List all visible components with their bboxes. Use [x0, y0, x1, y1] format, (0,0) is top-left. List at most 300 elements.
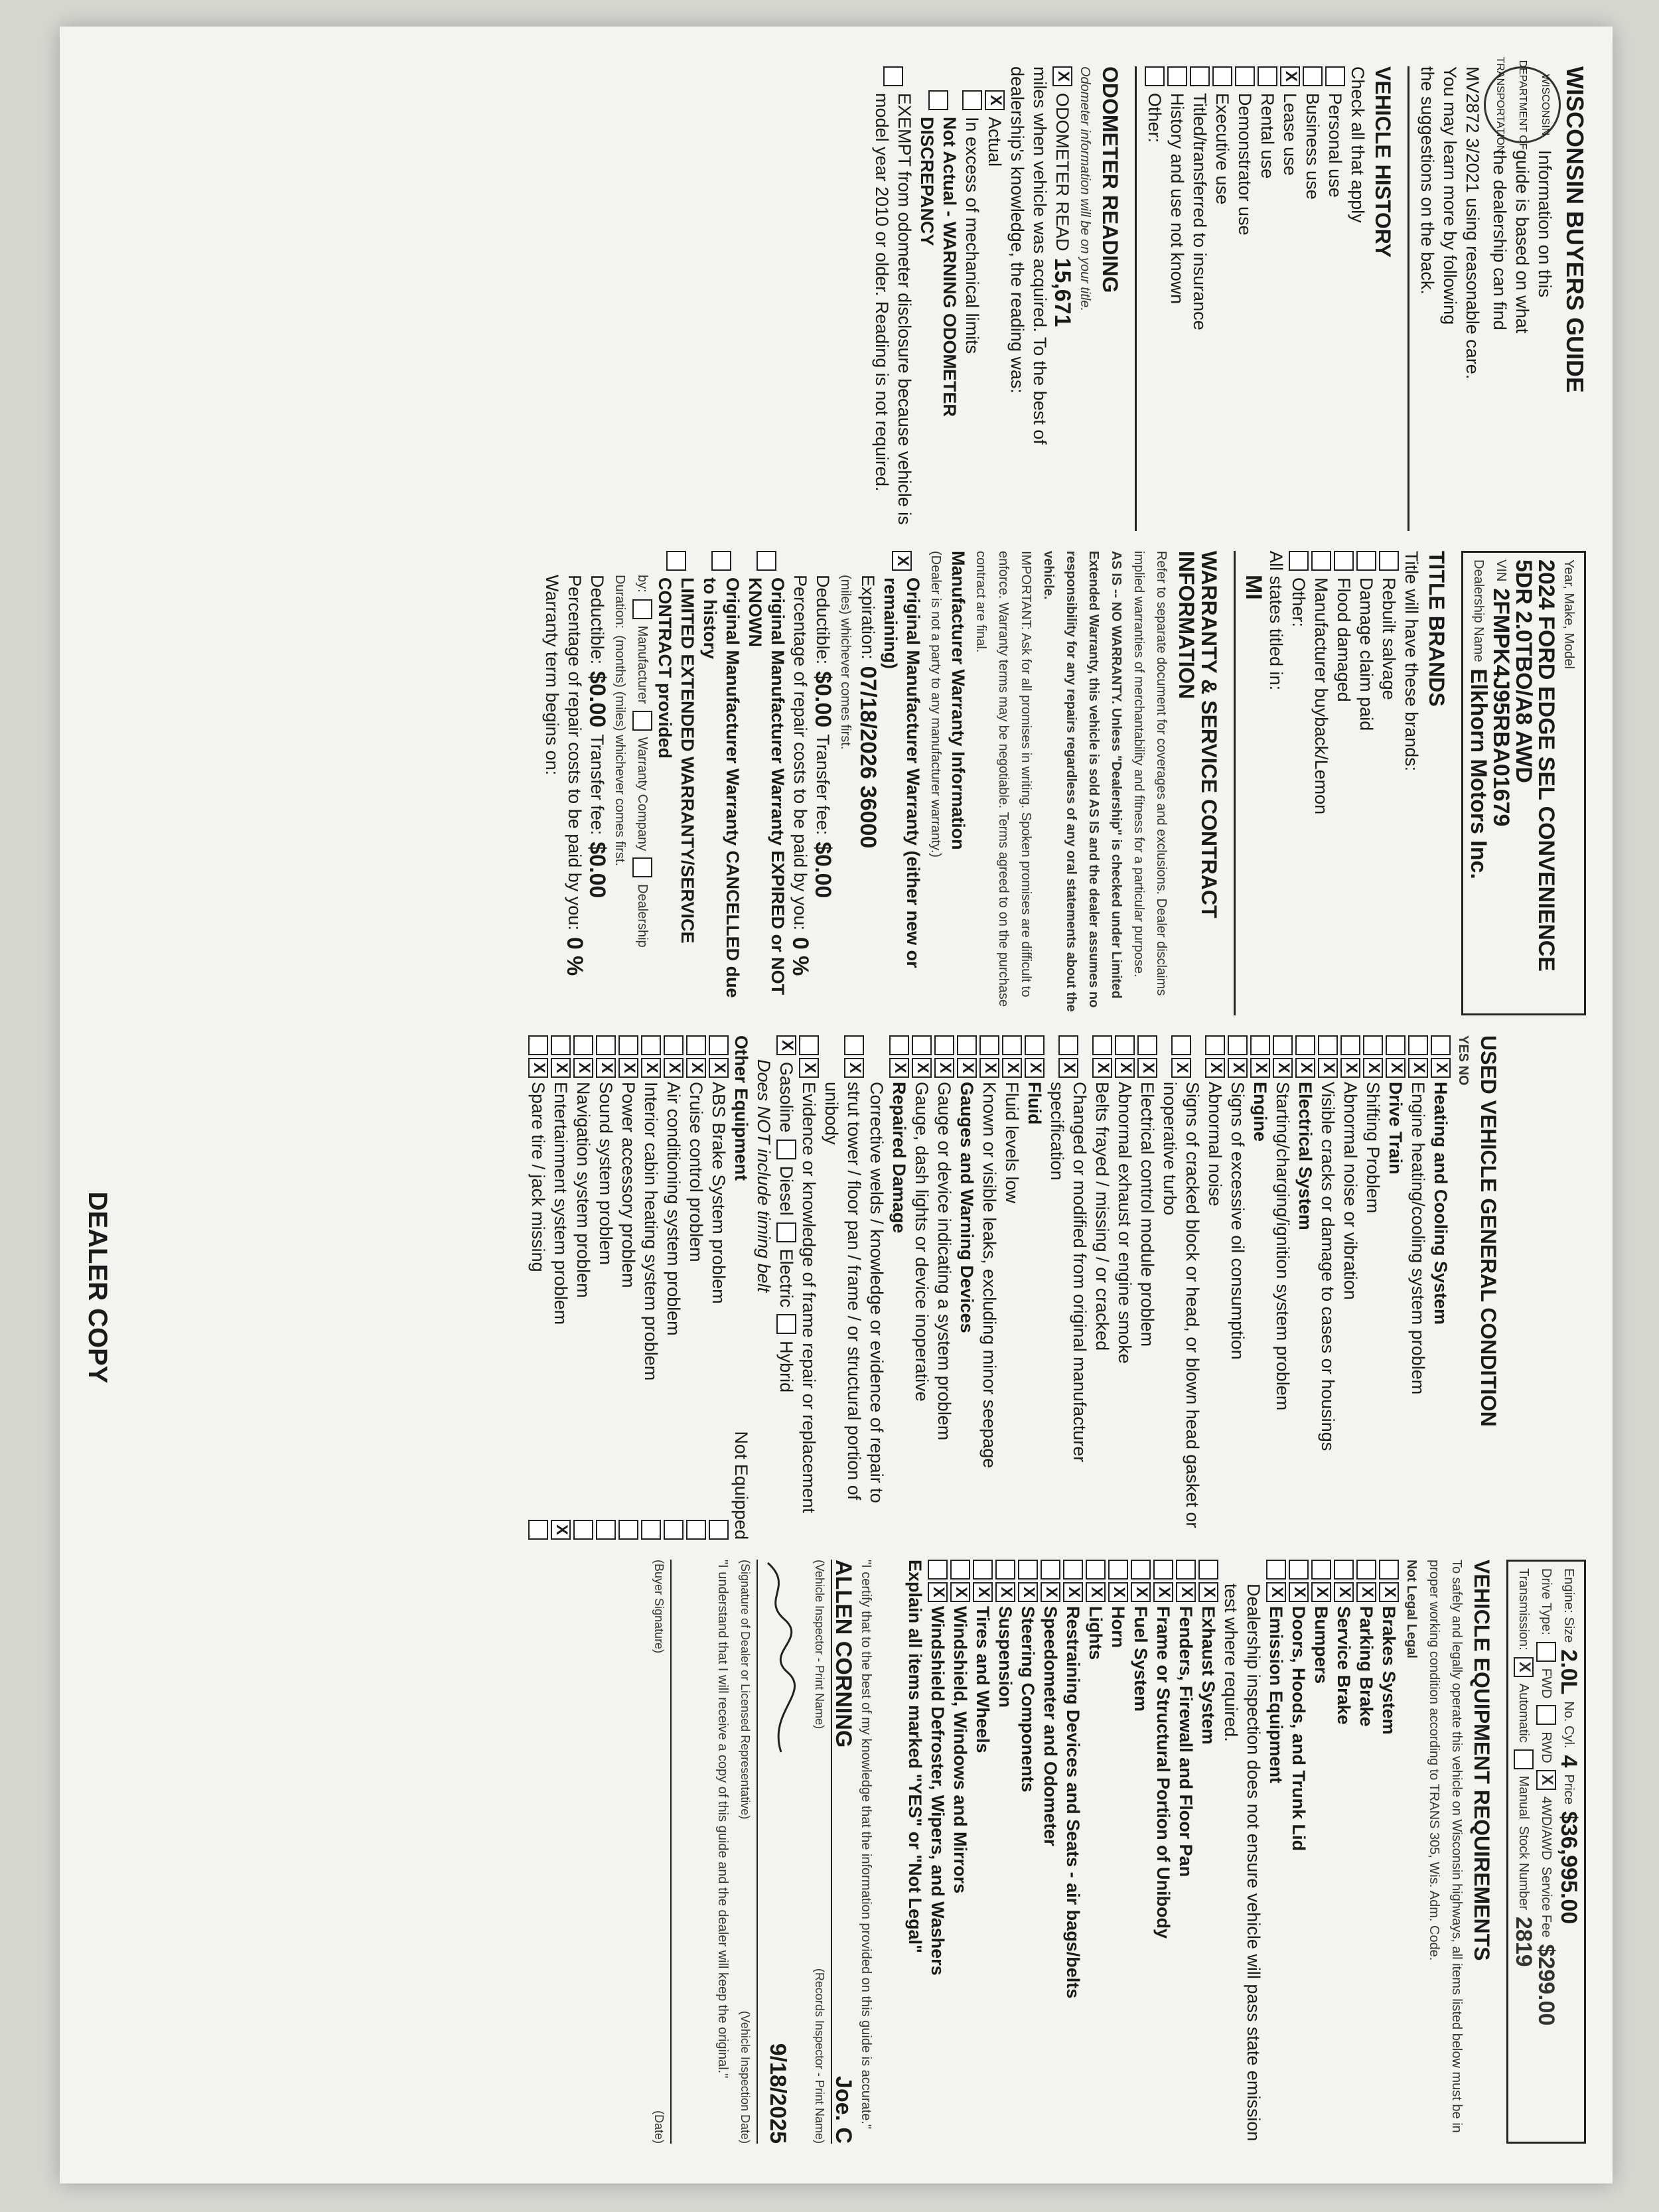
legal-checkbox-checked[interactable]: X	[1198, 1582, 1218, 1602]
no-checkbox-checked[interactable]: X	[1273, 1058, 1293, 1078]
condition-item[interactable]	[1407, 1035, 1429, 1540]
yes-checkbox[interactable]	[1025, 1035, 1045, 1055]
equipment-item[interactable]	[1062, 1560, 1084, 2144]
history-label: Titled/transferred to insurance	[1190, 93, 1210, 331]
condition-section-title	[1429, 1035, 1452, 1540]
checkbox-checked[interactable]: X	[1280, 66, 1300, 86]
legal-checkbox-checked[interactable]: X	[1131, 1582, 1151, 1602]
inspector-name[interactable]: ALLEN CORNING	[831, 1560, 856, 1748]
condition-item[interactable]	[1001, 1035, 1023, 1540]
other-equip-item[interactable]	[549, 1035, 572, 1540]
yes-checkbox[interactable]	[686, 1035, 706, 1055]
equipment-item[interactable]	[1310, 1560, 1333, 2144]
trans-label: Transmission:	[1516, 1568, 1531, 1651]
not-equipped-checkbox[interactable]	[573, 1520, 593, 1540]
no-checkbox-checked[interactable]: X	[1363, 1058, 1383, 1078]
equipment-item[interactable]	[972, 1560, 994, 2144]
checkbox[interactable]	[1356, 551, 1376, 571]
brand-item[interactable]	[1333, 551, 1355, 1015]
history-item[interactable]	[1279, 66, 1301, 531]
not-legal-checkbox[interactable]	[1018, 1560, 1038, 1580]
checkbox[interactable]	[1235, 66, 1255, 86]
not-legal-checkbox[interactable]	[1198, 1560, 1218, 1580]
intro-line: guide is based on what	[1512, 150, 1532, 334]
checkbox[interactable]	[1190, 66, 1210, 86]
checkbox-checked[interactable]: X	[1536, 1770, 1556, 1790]
equipment-label: Suspension	[995, 1606, 1015, 1708]
sig-label: (Signature of Dealer or Licensed Representative)	[739, 1560, 752, 1820]
not-legal-checkbox[interactable]	[973, 1560, 993, 1580]
equipment-title: VEHICLE EQUIPMENT REQUIREMENTS	[1470, 1560, 1494, 1961]
title-brands-subtitle: Title will have these brands:	[1402, 551, 1421, 772]
yes-checkbox[interactable]	[528, 1035, 548, 1055]
equipment-item[interactable]	[1039, 1560, 1062, 2144]
yes-checkbox[interactable]	[573, 1035, 593, 1055]
yes-checkbox[interactable]	[1137, 1035, 1157, 1055]
no-checkbox-checked[interactable]: X	[1228, 1058, 1248, 1078]
no-checkbox-checked[interactable]: X	[1115, 1058, 1135, 1078]
no-checkbox-checked[interactable]: X	[1386, 1058, 1406, 1078]
history-item[interactable]	[1211, 66, 1234, 531]
yes-checkbox[interactable]	[641, 1035, 661, 1055]
odometer-notactual[interactable]	[916, 66, 961, 531]
no-checkbox-checked[interactable]: X	[1318, 1058, 1338, 1078]
equipment-item[interactable]	[1017, 1560, 1039, 2144]
column-equipment	[86, 1560, 1586, 2144]
other-equip-item[interactable]	[527, 1035, 549, 1540]
yes-checkbox[interactable]	[957, 1035, 977, 1055]
no-checkbox-checked[interactable]: X	[912, 1058, 932, 1078]
no-checkbox-checked[interactable]: X	[1002, 1058, 1022, 1078]
not-legal-checkbox[interactable]	[1379, 1560, 1399, 1580]
no-checkbox-checked[interactable]: X	[1431, 1058, 1451, 1078]
checkbox-checked[interactable]: X	[1514, 1657, 1534, 1677]
not-legal-checkbox[interactable]	[1289, 1560, 1309, 1580]
history-item[interactable]	[1143, 66, 1166, 531]
not-legal-checkbox[interactable]	[1356, 1560, 1376, 1580]
checkbox[interactable]	[1334, 551, 1354, 571]
no-checkbox-checked[interactable]: X	[1295, 1058, 1315, 1078]
condition-label: Gauge, dash lights or device inoperative	[912, 1082, 932, 1402]
legal-checkbox-checked[interactable]: X	[1063, 1582, 1083, 1602]
fee2-value: $0.00	[585, 842, 610, 899]
condition-item[interactable]	[798, 1035, 820, 1540]
condition-item[interactable]	[910, 1035, 933, 1540]
yes-checkbox[interactable]	[1318, 1035, 1338, 1055]
pct-label: Percentage of repair costs to be paid by you:	[790, 575, 810, 930]
records-name[interactable]: Joe. C	[831, 2075, 856, 2144]
vin-label: VIN	[1494, 559, 1508, 582]
not-equipped-checkbox[interactable]	[686, 1520, 706, 1540]
not-equipped-checkbox[interactable]	[641, 1520, 661, 1540]
fuel-row	[775, 1035, 798, 1540]
yes-checkbox[interactable]	[1295, 1035, 1315, 1055]
equipment-item[interactable]	[1152, 1560, 1175, 2144]
engine-value: 2.0L	[1556, 1649, 1581, 1695]
checkbox[interactable]	[1303, 66, 1323, 86]
no-checkbox-checked[interactable]: X	[1340, 1058, 1360, 1078]
equipment-label: Windshield, Windows and Mirrors	[950, 1606, 970, 1894]
no-checkbox-checked[interactable]: X	[686, 1058, 706, 1078]
history-item[interactable]	[1256, 66, 1279, 531]
equipment-item[interactable]	[1084, 1560, 1107, 2144]
begins-label: Warranty term begins on:	[542, 575, 562, 776]
equipment-label: Horn	[1108, 1606, 1128, 1648]
checkbox[interactable]	[776, 1222, 796, 1242]
section-label: Electrical System	[1295, 1082, 1315, 1230]
service-label: Service Fee	[1539, 1866, 1553, 1938]
drive-opt: 4WD/AWD	[1539, 1796, 1553, 1860]
not-equipped-checkbox[interactable]	[618, 1520, 638, 1540]
condition-label: Belts frayed / missing / or cracked	[1092, 1082, 1112, 1351]
vin-value: 2FMPK4J95RBA01679	[1488, 588, 1514, 827]
condition-item[interactable]	[1204, 1035, 1226, 1540]
yes-checkbox[interactable]	[844, 1035, 864, 1055]
checkbox[interactable]	[1311, 551, 1331, 571]
legal-checkbox-checked[interactable]: X	[1379, 1582, 1399, 1602]
yes-checkbox[interactable]	[1363, 1035, 1383, 1055]
price-value: $36,995.00	[1556, 1810, 1581, 1925]
other-equip-item[interactable]	[617, 1035, 640, 1540]
no-checkbox-checked[interactable]: X	[889, 1058, 909, 1078]
other-equip-item[interactable]	[707, 1035, 730, 1540]
vehicle-header	[1461, 551, 1586, 1015]
checkbox[interactable]	[776, 1314, 796, 1334]
equipment-item[interactable]	[926, 1560, 949, 2144]
checkbox[interactable]	[1514, 1749, 1534, 1769]
no-checkbox-checked[interactable]: X	[528, 1058, 548, 1078]
condition-list	[798, 1035, 1452, 1540]
mfr-note: (Dealer is not a party to any manufacturer warranty.)	[928, 551, 943, 858]
checkbox[interactable]	[928, 90, 948, 110]
yes-checkbox[interactable]	[1386, 1035, 1406, 1055]
checkbox[interactable]	[1212, 66, 1232, 86]
brand-label: Flood damaged	[1334, 577, 1354, 702]
legal-checkbox-checked[interactable]: X	[1289, 1582, 1309, 1602]
yes-checkbox[interactable]	[1092, 1035, 1112, 1055]
other-equip-label: ABS Brake System problem	[709, 1082, 729, 1304]
condition-label: Evidence or knowledge of frame repair or replacement	[799, 1082, 819, 1513]
checkbox[interactable]	[1325, 66, 1345, 86]
other-equip-item[interactable]	[572, 1035, 595, 1540]
checkbox[interactable]	[1379, 551, 1399, 571]
not-equipped-checkbox[interactable]	[709, 1520, 729, 1540]
no-checkbox-checked[interactable]: X	[844, 1058, 864, 1078]
trans-opt: Manual	[1516, 1775, 1531, 1820]
fuel-opt: Diesel	[776, 1165, 796, 1216]
checkbox[interactable]	[776, 1140, 796, 1159]
condition-label: Known or visible leaks, excluding minor seepage	[979, 1082, 999, 1469]
history-item[interactable]	[1234, 66, 1256, 531]
other-equip-item[interactable]	[595, 1035, 617, 1540]
cyl-value: 4	[1556, 1755, 1581, 1768]
history-item[interactable]	[1166, 66, 1189, 531]
yes-checkbox[interactable]	[1058, 1035, 1078, 1055]
intro-line: MV2872 3/2021 using reasonable care.	[1463, 66, 1482, 380]
legal-checkbox-checked[interactable]: X	[1018, 1582, 1038, 1602]
duration-tail: (months) (miles) whichever comes first.	[613, 635, 627, 866]
condition-item[interactable]	[978, 1035, 1001, 1540]
legal-checkbox-checked[interactable]: X	[928, 1582, 948, 1602]
yes-checkbox[interactable]	[596, 1035, 616, 1055]
no-checkbox-checked[interactable]: X	[1250, 1058, 1270, 1078]
not-legal-checkbox[interactable]	[995, 1560, 1015, 1580]
condition-label: Signs of excessive oil consumption	[1228, 1082, 1248, 1360]
equipment-item[interactable]	[1107, 1560, 1129, 2144]
legal-header: Not Legal Legal	[1404, 1560, 1419, 1659]
legal-checkbox-checked[interactable]: X	[1334, 1582, 1354, 1602]
condition-item[interactable]	[1136, 1035, 1159, 1540]
buyer-date-label[interactable]: (Date)	[652, 2110, 666, 2144]
condition-item[interactable]	[1091, 1035, 1114, 1540]
legal-checkbox-checked[interactable]: X	[950, 1582, 970, 1602]
by-opt: Dealership	[635, 884, 650, 948]
legal-checkbox-checked[interactable]: X	[1311, 1582, 1331, 1602]
history-label: Executive use	[1212, 93, 1232, 205]
equipment-label: Frame or Structural Portion of Unibody	[1153, 1606, 1173, 1939]
checkbox-checked[interactable]: X	[1052, 66, 1072, 86]
history-label: Other:	[1145, 93, 1165, 143]
intro-block	[1484, 56, 1561, 531]
checkbox[interactable]	[632, 599, 652, 619]
no-checkbox-checked[interactable]: X	[799, 1058, 819, 1078]
not-legal-checkbox[interactable]	[1063, 1560, 1083, 1580]
yes-checkbox[interactable]	[1115, 1035, 1135, 1055]
dealer-copy-label: DEALER COPY	[83, 1191, 112, 1384]
no-checkbox-checked[interactable]: X	[596, 1058, 616, 1078]
yesno-header: YES NO	[1456, 1035, 1471, 1086]
history-item[interactable]	[1301, 66, 1324, 531]
no-checkbox-checked[interactable]: X	[664, 1058, 684, 1078]
checkbox[interactable]	[632, 711, 652, 731]
equipment-item[interactable]	[1378, 1560, 1400, 2144]
yes-checkbox[interactable]	[1228, 1035, 1248, 1055]
expired-item[interactable]	[744, 551, 789, 1015]
yes-checkbox[interactable]	[618, 1035, 638, 1055]
section-label: Gauges and Warning Devices	[957, 1082, 977, 1333]
condition-section-title	[1384, 1035, 1407, 1540]
checkbox[interactable]	[757, 551, 776, 571]
condition-label: Fluid levels low	[1002, 1082, 1022, 1204]
checkbox[interactable]	[1145, 66, 1165, 86]
section-label: Heating and Cooling System	[1431, 1082, 1451, 1325]
odometer-text: dealership's knowledge, the reading was:	[1007, 66, 1027, 394]
legal-checkbox-checked[interactable]: X	[1041, 1582, 1060, 1602]
yes-checkbox[interactable]	[1431, 1035, 1451, 1055]
condition-item[interactable]	[1046, 1035, 1091, 1540]
condition-item[interactable]	[1339, 1035, 1362, 1540]
history-item[interactable]	[1189, 66, 1211, 531]
stock-value: 2819	[1511, 1917, 1536, 1967]
odometer-excess[interactable]	[961, 66, 983, 531]
inspection-date[interactable]: 9/18/2025	[765, 2043, 790, 2144]
condition-item[interactable]	[820, 1035, 888, 1540]
not-legal-checkbox[interactable]	[1131, 1560, 1151, 1580]
other-equip-label: Cruise control problem	[686, 1082, 706, 1262]
records-label: (Records Inspector - Print Name)	[813, 1968, 826, 2144]
legal-checkbox-checked[interactable]: X	[1086, 1582, 1106, 1602]
checkbox-checked[interactable]: X	[776, 1035, 796, 1055]
legal-checkbox-checked[interactable]: X	[973, 1582, 993, 1602]
not-legal-checkbox[interactable]	[1041, 1560, 1060, 1580]
odometer-actual[interactable]	[983, 66, 1006, 531]
equipment-label: Lights	[1086, 1606, 1106, 1660]
equipment-item[interactable]	[1287, 1560, 1310, 2144]
checkbox[interactable]	[1258, 66, 1277, 86]
condition-item[interactable]	[1362, 1035, 1384, 1540]
cancelled-item[interactable]	[699, 551, 744, 1015]
not-legal-checkbox[interactable]	[1108, 1560, 1128, 1580]
yes-checkbox[interactable]	[1002, 1035, 1022, 1055]
actual-label: Actual	[985, 117, 1005, 167]
equipment-list	[926, 1560, 1400, 2144]
condition-item[interactable]	[1159, 1035, 1204, 1540]
timing-note: Does NOT include timing belt	[754, 1059, 774, 1293]
checkbox[interactable]	[962, 90, 982, 110]
no-checkbox-checked[interactable]: X	[934, 1058, 954, 1078]
other-equip-item[interactable]	[640, 1035, 662, 1540]
no-checkbox-checked[interactable]: X	[641, 1058, 661, 1078]
checkbox[interactable]	[1289, 551, 1309, 571]
condition-item[interactable]	[1114, 1035, 1136, 1540]
section-label: Fluid	[1025, 1082, 1045, 1125]
not-legal-checkbox[interactable]	[1334, 1560, 1354, 1580]
checkbox[interactable]	[1167, 66, 1187, 86]
yes-checkbox[interactable]	[551, 1035, 571, 1055]
history-label: Demonstrator use	[1235, 93, 1255, 236]
equipment-label: Brakes System	[1379, 1606, 1399, 1735]
yes-checkbox[interactable]	[1250, 1035, 1270, 1055]
yes-checkbox[interactable]	[1171, 1035, 1191, 1055]
yes-checkbox[interactable]	[799, 1035, 819, 1055]
condition-label: Visible cracks or damage to cases or housings	[1318, 1082, 1338, 1451]
no-checkbox-checked[interactable]: X	[709, 1058, 729, 1078]
by-opt: Manufacturer	[635, 625, 650, 704]
no-checkbox-checked[interactable]: X	[957, 1058, 977, 1078]
other-equip-item[interactable]	[685, 1035, 707, 1540]
no-checkbox-checked[interactable]: X	[1205, 1058, 1225, 1078]
engine-label: Engine: Size	[1561, 1568, 1576, 1643]
condition-label: Abnormal noise	[1205, 1082, 1225, 1207]
no-checkbox-checked[interactable]: X	[551, 1058, 571, 1078]
brand-item[interactable]	[1378, 551, 1400, 1015]
not-legal-checkbox[interactable]	[1266, 1560, 1286, 1580]
brand-item[interactable]	[1310, 551, 1333, 1015]
condition-item[interactable]	[1271, 1035, 1294, 1540]
no-checkbox-checked[interactable]: X	[1408, 1058, 1428, 1078]
cyl-label: No. Cyl.	[1561, 1701, 1576, 1749]
yes-checkbox[interactable]	[1340, 1035, 1360, 1055]
not-equipped-checkbox[interactable]	[528, 1520, 548, 1540]
no-checkbox-checked[interactable]: X	[1171, 1058, 1191, 1078]
condition-item[interactable]	[933, 1035, 956, 1540]
not-legal-checkbox[interactable]	[928, 1560, 948, 1580]
not-equipped-checkbox[interactable]	[664, 1520, 684, 1540]
odometer-exempt[interactable]	[871, 66, 916, 531]
equipment-item[interactable]	[994, 1560, 1017, 2144]
checkbox[interactable]	[711, 551, 731, 571]
condition-item[interactable]	[1317, 1035, 1339, 1540]
brand-item[interactable]	[1287, 551, 1310, 1015]
yes-checkbox[interactable]	[709, 1035, 729, 1055]
brand-item[interactable]	[1355, 551, 1378, 1015]
legal-checkbox-checked[interactable]: X	[1108, 1582, 1128, 1602]
legal-checkbox-checked[interactable]: X	[1266, 1582, 1286, 1602]
equipment-item[interactable]	[1129, 1560, 1152, 2144]
legal-checkbox-checked[interactable]: X	[1176, 1582, 1196, 1602]
yes-checkbox[interactable]	[979, 1035, 999, 1055]
legal-checkbox-checked[interactable]: X	[1153, 1582, 1173, 1602]
intro-line: You may learn more by following	[1440, 66, 1460, 325]
yes-checkbox[interactable]	[1205, 1035, 1225, 1055]
checkbox-checked[interactable]: X	[985, 90, 1005, 110]
not-legal-checkbox[interactable]	[1086, 1560, 1106, 1580]
ded-label: Deductible:	[587, 575, 607, 665]
not-legal-checkbox[interactable]	[1153, 1560, 1173, 1580]
warranty-p2: AS IS -- NO WARRANTY. Unless "Dealership" is checked under Limited Extended Warranty, this vehicle is sold AS IS and the dealer assumes no responsibility for any repairs regardless of any oral statements about the vehicle.	[1041, 551, 1123, 1012]
not-legal-checkbox[interactable]	[950, 1560, 970, 1580]
other-equip-item[interactable]	[662, 1035, 685, 1540]
brand-label: Other:	[1289, 577, 1309, 628]
equipment-item[interactable]	[1265, 1560, 1287, 2144]
checkbox[interactable]	[1536, 1705, 1556, 1725]
equipment-item[interactable]	[949, 1560, 972, 2144]
condition-item[interactable]	[1226, 1035, 1249, 1540]
condition-section-title	[1249, 1035, 1271, 1540]
equipment-label: Fuel System	[1131, 1606, 1151, 1712]
no-checkbox-checked[interactable]: X	[1058, 1058, 1078, 1078]
no-checkbox-checked[interactable]: X	[1137, 1058, 1157, 1078]
checkbox[interactable]	[883, 66, 903, 86]
yes-checkbox[interactable]	[889, 1035, 909, 1055]
not-legal-checkbox[interactable]	[1311, 1560, 1331, 1580]
yes-checkbox[interactable]	[934, 1035, 954, 1055]
equipment-item[interactable]	[1220, 1560, 1265, 2144]
no-checkbox-checked[interactable]: X	[1092, 1058, 1112, 1078]
limited-item[interactable]	[654, 551, 699, 1015]
no-checkbox-checked[interactable]: X	[1025, 1058, 1045, 1078]
yes-checkbox[interactable]	[664, 1035, 684, 1055]
other-equip-label: Navigation system problem	[573, 1082, 593, 1298]
checkbox-checked[interactable]: X	[892, 551, 912, 571]
section-label: Drive Train	[1386, 1082, 1406, 1175]
checkbox[interactable]	[632, 857, 652, 877]
buyer-sig-label[interactable]: (Buyer Signature)	[652, 1560, 666, 1654]
checkbox[interactable]	[666, 551, 686, 571]
legal-checkbox-checked[interactable]: X	[1356, 1582, 1376, 1602]
odometer-label: ODOMETER READ	[1052, 93, 1072, 252]
stock-label: Stock Number	[1516, 1826, 1531, 1910]
not-equipped-checkbox[interactable]	[596, 1520, 616, 1540]
equipment-item[interactable]	[1333, 1560, 1355, 2144]
legal-checkbox-checked[interactable]: X	[995, 1582, 1015, 1602]
no-checkbox-checked[interactable]: X	[979, 1058, 999, 1078]
orig-warranty[interactable]	[879, 551, 924, 1015]
no-checkbox-checked[interactable]: X	[618, 1058, 638, 1078]
equipment-item[interactable]	[1175, 1560, 1197, 2144]
equipment-item[interactable]	[1355, 1560, 1378, 2144]
yes-checkbox[interactable]	[912, 1035, 932, 1055]
not-equipped-checkbox[interactable]: X	[551, 1520, 571, 1540]
no-checkbox-checked[interactable]: X	[573, 1058, 593, 1078]
history-item[interactable]	[1324, 66, 1346, 531]
condition-section-title	[1023, 1035, 1046, 1540]
not-legal-checkbox[interactable]	[1176, 1560, 1196, 1580]
yes-checkbox[interactable]	[1273, 1035, 1293, 1055]
equipment-item[interactable]	[1197, 1560, 1220, 2144]
checkbox[interactable]	[1536, 1642, 1556, 1662]
yes-checkbox[interactable]	[1408, 1035, 1428, 1055]
